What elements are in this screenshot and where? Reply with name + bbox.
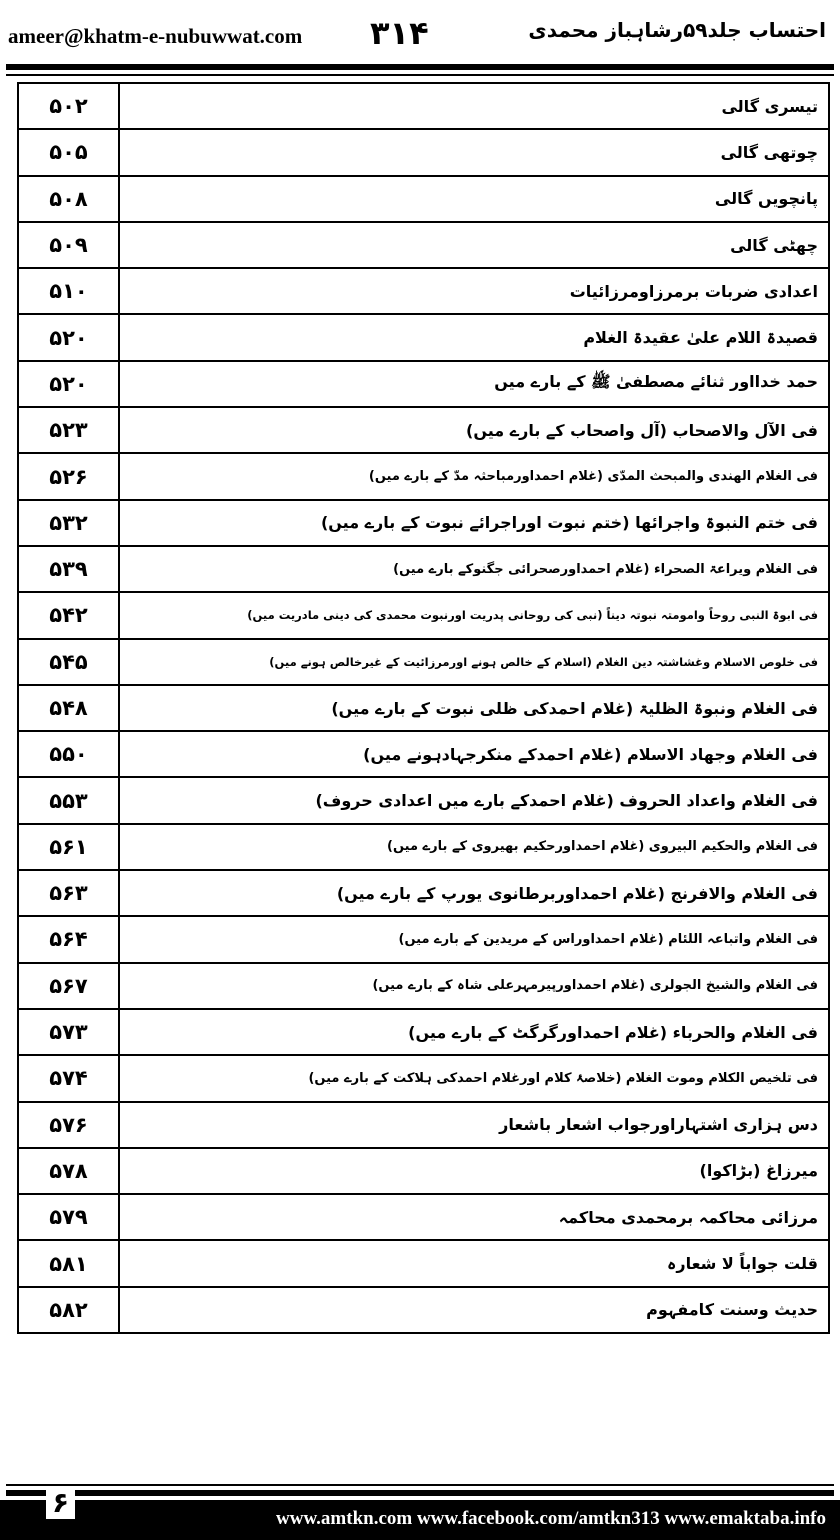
toc-title: فی الغلام والشیخ الجولری (غلام احمداورپیرمہرعلی شاہ کے بارے میں) xyxy=(119,963,829,1009)
toc-page-number: ۵۲۶ xyxy=(18,453,119,499)
toc-row[interactable] xyxy=(18,314,829,360)
toc-title: فی الغلام وجھاد الاسلام (غلام احمدکے منکرجہادہونے میں) xyxy=(119,731,829,777)
toc-title: اعدادی ضربات برمرزاومرزائیات xyxy=(119,268,829,314)
toc-title: فی ختم النبوۃ واجرائھا (ختم نبوت اوراجرائے نبوت کے بارے میں) xyxy=(119,500,829,546)
toc-page-number: ۵۷۹ xyxy=(18,1194,119,1240)
toc-row[interactable] xyxy=(18,824,829,870)
toc-title: فی الغلام ویراعۃ الصحراء (غلام احمداورصحرائی جگنوکے بارے میں) xyxy=(119,546,829,592)
toc-title: حدیث وسنت کامفہوم xyxy=(119,1287,829,1333)
book-title: احتساب جلد۵۹رشاہباز محمدی xyxy=(528,18,826,42)
toc-page-number: ۵۰۹ xyxy=(18,222,119,268)
toc-row[interactable] xyxy=(18,83,829,129)
toc-title: قصیدۃ اللام علیٰ عقیدۃ الغلام xyxy=(119,314,829,360)
toc-row[interactable] xyxy=(18,129,829,175)
toc-title: قلت جواباً لا شعارہ xyxy=(119,1240,829,1286)
toc-row[interactable] xyxy=(18,1009,829,1055)
toc-row[interactable] xyxy=(18,731,829,777)
toc-page-number: ۵۸۲ xyxy=(18,1287,119,1333)
toc-title: میرزاغ (بڑاکوا) xyxy=(119,1148,829,1194)
page-header xyxy=(0,0,840,62)
toc-row[interactable] xyxy=(18,1055,829,1101)
toc-title: فی تلخیص الکلام وموت الغلام (خلاصۂ کلام اورغلام احمدکی ہلاکت کے بارے میں) xyxy=(119,1055,829,1101)
toc-row[interactable] xyxy=(18,870,829,916)
toc-title: فی الآل والاصحاب (آل واصحاب کے بارے میں) xyxy=(119,407,829,453)
toc-title: فی خلوص الاسلام وغشاشتہ دین الغلام (اسلام کے خالص ہونے اورمرزائیت کے غیرخالص ہونے میں) xyxy=(119,639,829,685)
toc-row[interactable] xyxy=(18,453,829,499)
toc-page-number: ۵۰۸ xyxy=(18,176,119,222)
toc-row[interactable] xyxy=(18,268,829,314)
toc-row[interactable] xyxy=(18,916,829,962)
toc-row[interactable] xyxy=(18,1102,829,1148)
toc-title: حمد خدااور ثنائے مصطفیٰ ﷺ کے بارے میں xyxy=(119,361,829,407)
toc-row[interactable] xyxy=(18,407,829,453)
toc-page-number: ۵۱۰ xyxy=(18,268,119,314)
toc-title: فی الغلام واتباعہ اللئام (غلام احمداوراس کے مریدین کے بارے میں) xyxy=(119,916,829,962)
toc-page-number: ۵۰۲ xyxy=(18,83,119,129)
toc-title: فی الغلام والحرباء (غلام احمداورگرگٹ کے بارے میں) xyxy=(119,1009,829,1055)
toc-title: فی الغلام والافرنج (غلام احمداوربرطانوی یورپ کے بارے میں) xyxy=(119,870,829,916)
toc-page-number: ۵۶۳ xyxy=(18,870,119,916)
toc-row[interactable] xyxy=(18,500,829,546)
footer-links[interactable]: www.amtkn.com www.facebook.com/amtkn313 www.emaktaba.info xyxy=(276,1508,826,1529)
toc-page-number: ۵۷۶ xyxy=(18,1102,119,1148)
toc-row[interactable] xyxy=(18,1194,829,1240)
toc-row[interactable] xyxy=(18,222,829,268)
toc-title: چھٹی گالی xyxy=(119,222,829,268)
toc-page-number: ۵۸۱ xyxy=(18,1240,119,1286)
toc-page-number: ۵۴۲ xyxy=(18,592,119,638)
toc-title: پانچویں گالی xyxy=(119,176,829,222)
toc-page-number: ۵۷۳ xyxy=(18,1009,119,1055)
toc-title: مرزائی محاکمہ برمحمدی محاکمہ xyxy=(119,1194,829,1240)
toc-row[interactable] xyxy=(18,963,829,1009)
footer-rule-thick xyxy=(6,1490,834,1496)
toc-title: فی ابوۃ النبی روحاً وامومتہ نبوتہ دیناً (نبی کی روحانی پدریت اورنبوت محمدی کی دینی مادریت میں) xyxy=(119,592,829,638)
toc-row[interactable] xyxy=(18,546,829,592)
footer-rule-thin xyxy=(6,1484,834,1486)
toc-title: فی الغلام واعداد الحروف (غلام احمدکے بارے میں اعدادی حروف) xyxy=(119,777,829,823)
toc-row[interactable] xyxy=(18,685,829,731)
toc-title: تیسری گالی xyxy=(119,83,829,129)
toc-page-number: ۵۲۰ xyxy=(18,361,119,407)
email-address[interactable]: ameer@khatm-e-nubuwwat.com xyxy=(8,24,303,48)
toc-page-number: ۵۰۵ xyxy=(18,129,119,175)
toc-page-number: ۵۵۳ xyxy=(18,777,119,823)
toc-page-number: ۵۲۰ xyxy=(18,314,119,360)
header-rule-thick xyxy=(6,64,834,70)
toc-page-number: ۵۶۱ xyxy=(18,824,119,870)
toc-row[interactable] xyxy=(18,1240,829,1286)
toc-row[interactable] xyxy=(18,1148,829,1194)
page-number: ۳۱۴ xyxy=(370,14,429,52)
toc-page-number: ۵۳۲ xyxy=(18,500,119,546)
toc-page-number: ۵۶۷ xyxy=(18,963,119,1009)
toc-row[interactable] xyxy=(18,176,829,222)
header-rule-thin xyxy=(6,74,834,76)
toc-page-number: ۵۵۰ xyxy=(18,731,119,777)
toc-page-number: ۵۴۸ xyxy=(18,685,119,731)
toc-page-number: ۵۳۹ xyxy=(18,546,119,592)
toc-page-number: ۵۷۴ xyxy=(18,1055,119,1101)
footer-bar xyxy=(0,1486,840,1540)
toc-page-number: ۵۷۸ xyxy=(18,1148,119,1194)
toc-title: دس ہزاری اشتہاراورجواب اشعار باشعار xyxy=(119,1102,829,1148)
toc-row[interactable] xyxy=(18,1287,829,1333)
toc-page-number: ۵۲۳ xyxy=(18,407,119,453)
toc-page-number: ۵۶۴ xyxy=(18,916,119,962)
toc-row[interactable] xyxy=(18,361,829,407)
toc-body xyxy=(18,83,829,1333)
toc-row[interactable] xyxy=(18,592,829,638)
sheet-number: ۶ xyxy=(46,1486,75,1519)
toc-row[interactable] xyxy=(18,639,829,685)
table-of-contents xyxy=(17,82,830,1334)
toc-title: فی الغلام ونبوۃ الظلیۃ (غلام احمدکی ظلی نبوت کے بارے میں) xyxy=(119,685,829,731)
toc-page-number: ۵۴۵ xyxy=(18,639,119,685)
toc-title: چوتھی گالی xyxy=(119,129,829,175)
toc-row[interactable] xyxy=(18,777,829,823)
toc-title: فی الغلام الھندی والمبحث المدّی (غلام احمداورمباحثہ مدّ کے بارے میں) xyxy=(119,453,829,499)
toc-title: فی الغلام والحکیم البیروی (غلام احمداورحکیم بھیروی کے بارے میں) xyxy=(119,824,829,870)
